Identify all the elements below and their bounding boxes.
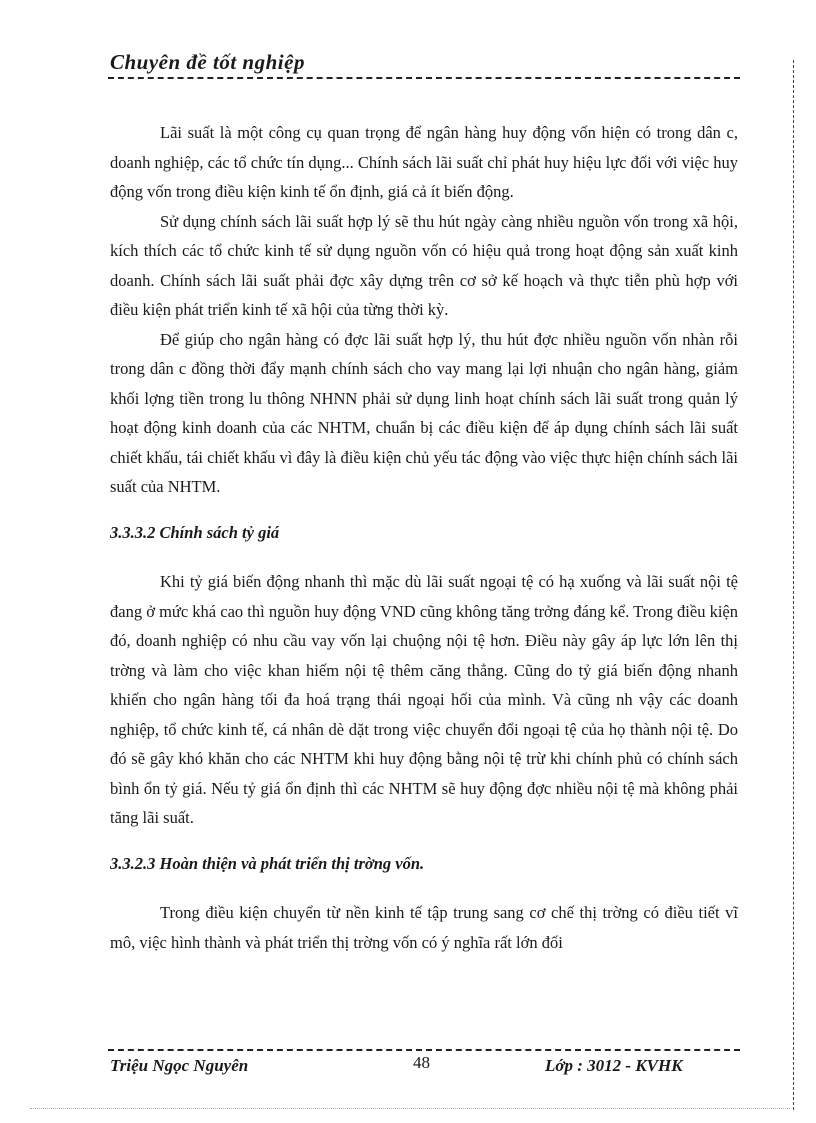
paragraph-interest-rate-policy: Sử dụng chính sách lãi suất hợp lý sẽ thu hút ngày càng nhiều nguồn vốn trong xã hội, kích thích các tổ chức kinh tế sử dụng nguồn vốn có hiệu quả trong hoạt động sản xuất kinh doanh. Chính sách lãi suất phải đợc xây dựng trên cơ sở kế hoạch và thực tiễn phù hợp với điều kiện phát triển kinh tế xã hội của từng thời kỳ. (110, 211, 738, 319)
page-number: 48 (413, 1053, 430, 1072)
paragraph-interest-rate-tool: Lãi suất là một công cụ quan trọng để ngân hàng huy động vốn hiện có trong dân c, doanh nghiệp, các tổ chức tín dụng... Chính sách lãi suất chỉ phát huy hiệu lực đối với việc huy động vốn trong điều kiện kinh tế ổn định, giá cả ít biến động. (110, 123, 738, 201)
paragraph-capital-market: Trong điều kiện chuyển từ nền kinh tế tập trung sang cơ chế thị trờng có điều tiết vĩ mô, việc hình thành và phát triển thị trờng vốn có ý nghĩa rất lớn đối (110, 903, 738, 952)
footer-divider (108, 1049, 740, 1051)
header-divider (108, 77, 740, 79)
footer-author: Triệu Ngọc Nguyên (110, 1056, 249, 1075)
section-heading-capital-market: 3.3.2.3 Hoàn thiện và phát triển thị trờng vốn. (110, 853, 425, 873)
section-heading-exchange-rate: 3.3.3.2 Chính sách tỷ giá (110, 522, 280, 542)
page-bottom-divider (30, 1108, 790, 1109)
right-margin-divider (793, 60, 794, 1110)
paragraph-exchange-rate: Khi tỷ giá biến động nhanh thì mặc dù lãi suất ngoại tệ có hạ xuống và lãi suất nội tệ đang ở mức khá cao thì nguồn huy động VND cũng không tăng trởng đáng kể. Trong điều kiện đó, doanh nghiệp có nhu cầu vay vốn lại chuộng nội tệ hơn. Điều này gây áp lực lớn lên thị trờng và làm cho việc khan hiếm nội tệ thêm căng thẳng. Cũng do tỷ giá biến động nhanh khiến cho ngân hàng tối đa hoá trạng thái ngoại hối của mình. Và cũng nh vậy các doanh nghiệp, tổ chức kinh tế, cá nhân dè dặt trong việc chuyển đổi ngoại tệ của họ thành nội tệ. Do đó sẽ gây khó khăn cho các NHTM khi huy động bằng nội tệ trừ khi chính phủ có chính sách bình ổn tỷ giá. Nếu tỷ giá ổn định thì các NHTM sẽ huy động đợc nhiều nội tệ mà không phải tăng lãi suất. (110, 572, 738, 827)
document-body (110, 118, 738, 957)
page-header-title: Chuyên đề tốt nghiệp (110, 50, 305, 74)
paragraph-bank-interest-rate: Để giúp cho ngân hàng có đợc lãi suất hợp lý, thu hút đợc nhiều nguồn vốn nhàn rỗi trong dân c đồng thời đẩy mạnh chính sách cho vay mang lại lợi nhuận cho ngân hàng, giảm khối lợng tiền trong lu thông NHNN phải sử dụng linh hoạt chính sách lãi suất trong quản lý hoạt động kinh doanh của các NHTM, chuẩn bị các điều kiện để áp dụng chính sách lãi suất chiết khấu, tái chiết khấu vì đây là điều kiện chủ yếu tác động vào việc thực hiện chính sách lãi suất của NHTM. (110, 329, 738, 496)
footer-class: Lớp : 3012 - KVHK (545, 1056, 683, 1075)
